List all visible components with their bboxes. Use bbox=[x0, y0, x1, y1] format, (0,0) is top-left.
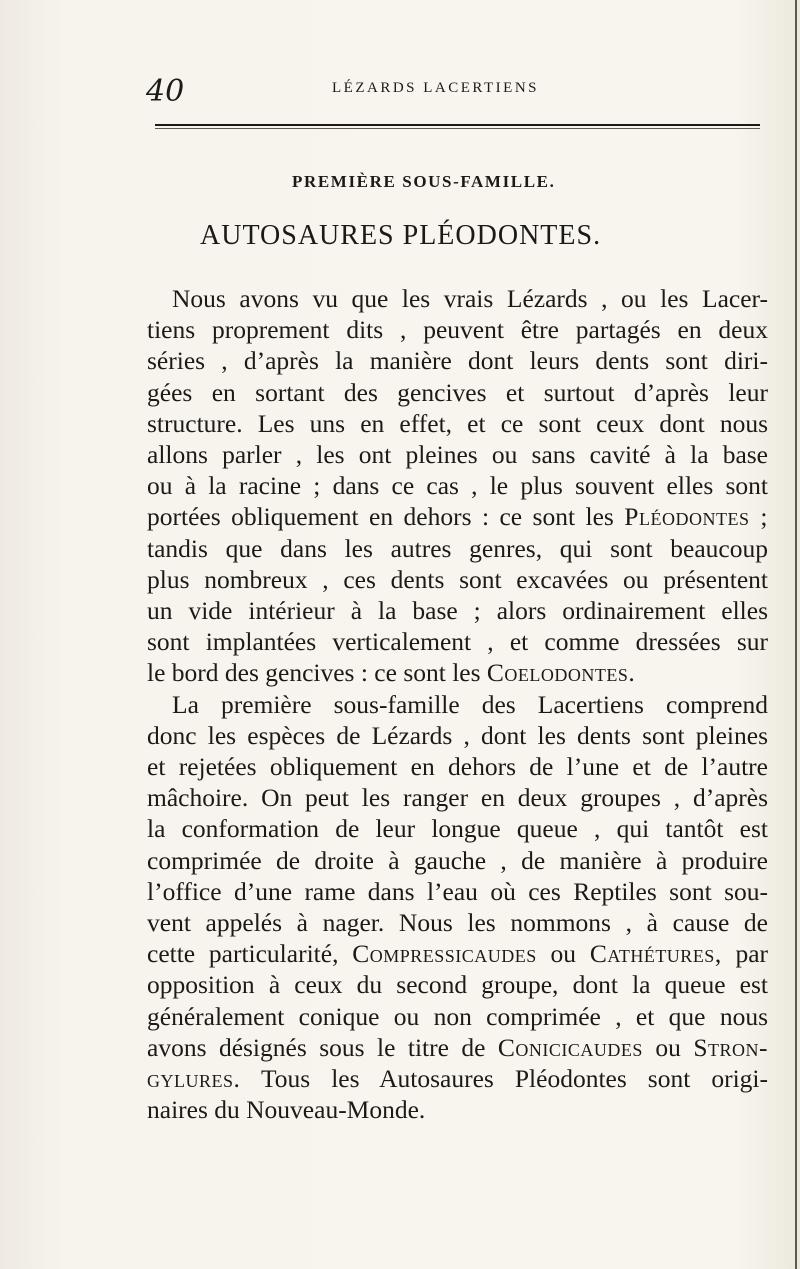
body-text bbox=[147, 283, 768, 1125]
text-segment: cette particularité, bbox=[147, 939, 339, 969]
text-line: gées en sortant des gencives et surtout d’après leur bbox=[147, 377, 768, 407]
header-rule-thick bbox=[155, 124, 760, 126]
paragraph-1 bbox=[147, 283, 768, 689]
text-line: comprimée de droite à gauche , de manière à produire bbox=[147, 845, 768, 875]
header-rule bbox=[155, 123, 760, 129]
term-compressicaudes: Compressicaudes bbox=[352, 939, 537, 969]
text-segment: portées obliquement en dehors : ce sont les bbox=[147, 502, 614, 532]
text-line: généralement conique ou non comprimée , et que nous bbox=[147, 1001, 768, 1031]
text-line: la conformation de leur longue queue , qui tantôt est bbox=[147, 814, 768, 844]
text-line: ou à la racine ; dans ce cas , le plus souvent elles sont bbox=[147, 471, 768, 501]
text-line bbox=[147, 938, 768, 969]
text-line: séries , d’après la manière dont leurs dents sont diri- bbox=[147, 346, 768, 376]
text-line: plus nombreux , ces dents sont excavées ou présentent bbox=[147, 564, 768, 594]
text-line bbox=[147, 657, 768, 688]
text-line: tiens proprement dits , peuvent être partagés en deux bbox=[147, 315, 768, 345]
text-segment: par bbox=[735, 939, 769, 969]
header-rule-thin bbox=[155, 128, 760, 129]
text-line: et rejetées obliquement en dehors de l’une et de l’autre bbox=[147, 752, 768, 782]
text-segment: Tous les Autosaures Pléodontes sont origi- bbox=[260, 1064, 768, 1094]
text-line bbox=[147, 501, 768, 532]
text-segment: ou bbox=[550, 939, 577, 969]
text-segment: avons désignés sous le titre de bbox=[147, 1032, 486, 1062]
paragraph-2 bbox=[147, 689, 768, 1126]
running-head: LÉZARDS LACERTIENS bbox=[332, 80, 540, 96]
text-line: vent appelés à nager. Nous les nommons , à cause de bbox=[147, 908, 768, 938]
term-strongylures-cont: gylures. bbox=[147, 1064, 241, 1094]
text-line: l’office d’une rame dans l’eau où ces Reptiles sont sou- bbox=[147, 876, 768, 906]
term-cathetures: Cathétures, bbox=[589, 939, 722, 969]
text-line: sont implantées verticalement , et comme dressées sur bbox=[147, 627, 768, 657]
text-line: allons parler , les ont pleines ou sans cavité à la base bbox=[147, 440, 768, 470]
term-strongylures: Stron- bbox=[693, 1032, 769, 1062]
text-line bbox=[147, 1063, 768, 1094]
text-line: structure. Les uns en effet, et ce sont ceux dont nous bbox=[147, 408, 768, 438]
section-title: AUTOSAURES PLÉODONTES. bbox=[200, 220, 602, 251]
text-segment: ou bbox=[655, 1032, 681, 1062]
page-edge-line bbox=[795, 0, 797, 1269]
term-coelodontes: Coelodontes. bbox=[486, 658, 636, 688]
term-pleodontes: Pléodontes ; bbox=[624, 502, 768, 532]
page-number: 40 bbox=[146, 74, 185, 109]
text-line: Nous avons vu que les vrais Lézards , ou les Lacer- bbox=[172, 284, 768, 313]
text-line bbox=[147, 1032, 768, 1063]
text-line: La première sous-famille des Lacertiens comprend bbox=[172, 689, 768, 719]
text-line: donc les espèces de Lézards , dont les dents sont pleines bbox=[147, 720, 768, 750]
text-line: naires du Nouveau-Monde. bbox=[147, 1095, 426, 1125]
text-line: tandis que dans les autres genres, qui sont beaucoup bbox=[147, 533, 768, 563]
text-line: opposition à ceux du second groupe, dont la queue est bbox=[147, 970, 768, 1000]
term-conicicaudes: Conicicaudes bbox=[497, 1032, 643, 1062]
text-line: un vide intérieur à la base ; alors ordinairement elles bbox=[147, 596, 768, 626]
subfamily-heading: PREMIÈRE SOUS-FAMILLE. bbox=[292, 172, 556, 191]
text-line: mâchoire. On peut les ranger en deux groupes , d’après bbox=[147, 783, 768, 813]
text-segment: le bord des gencives : ce sont les bbox=[147, 658, 481, 688]
